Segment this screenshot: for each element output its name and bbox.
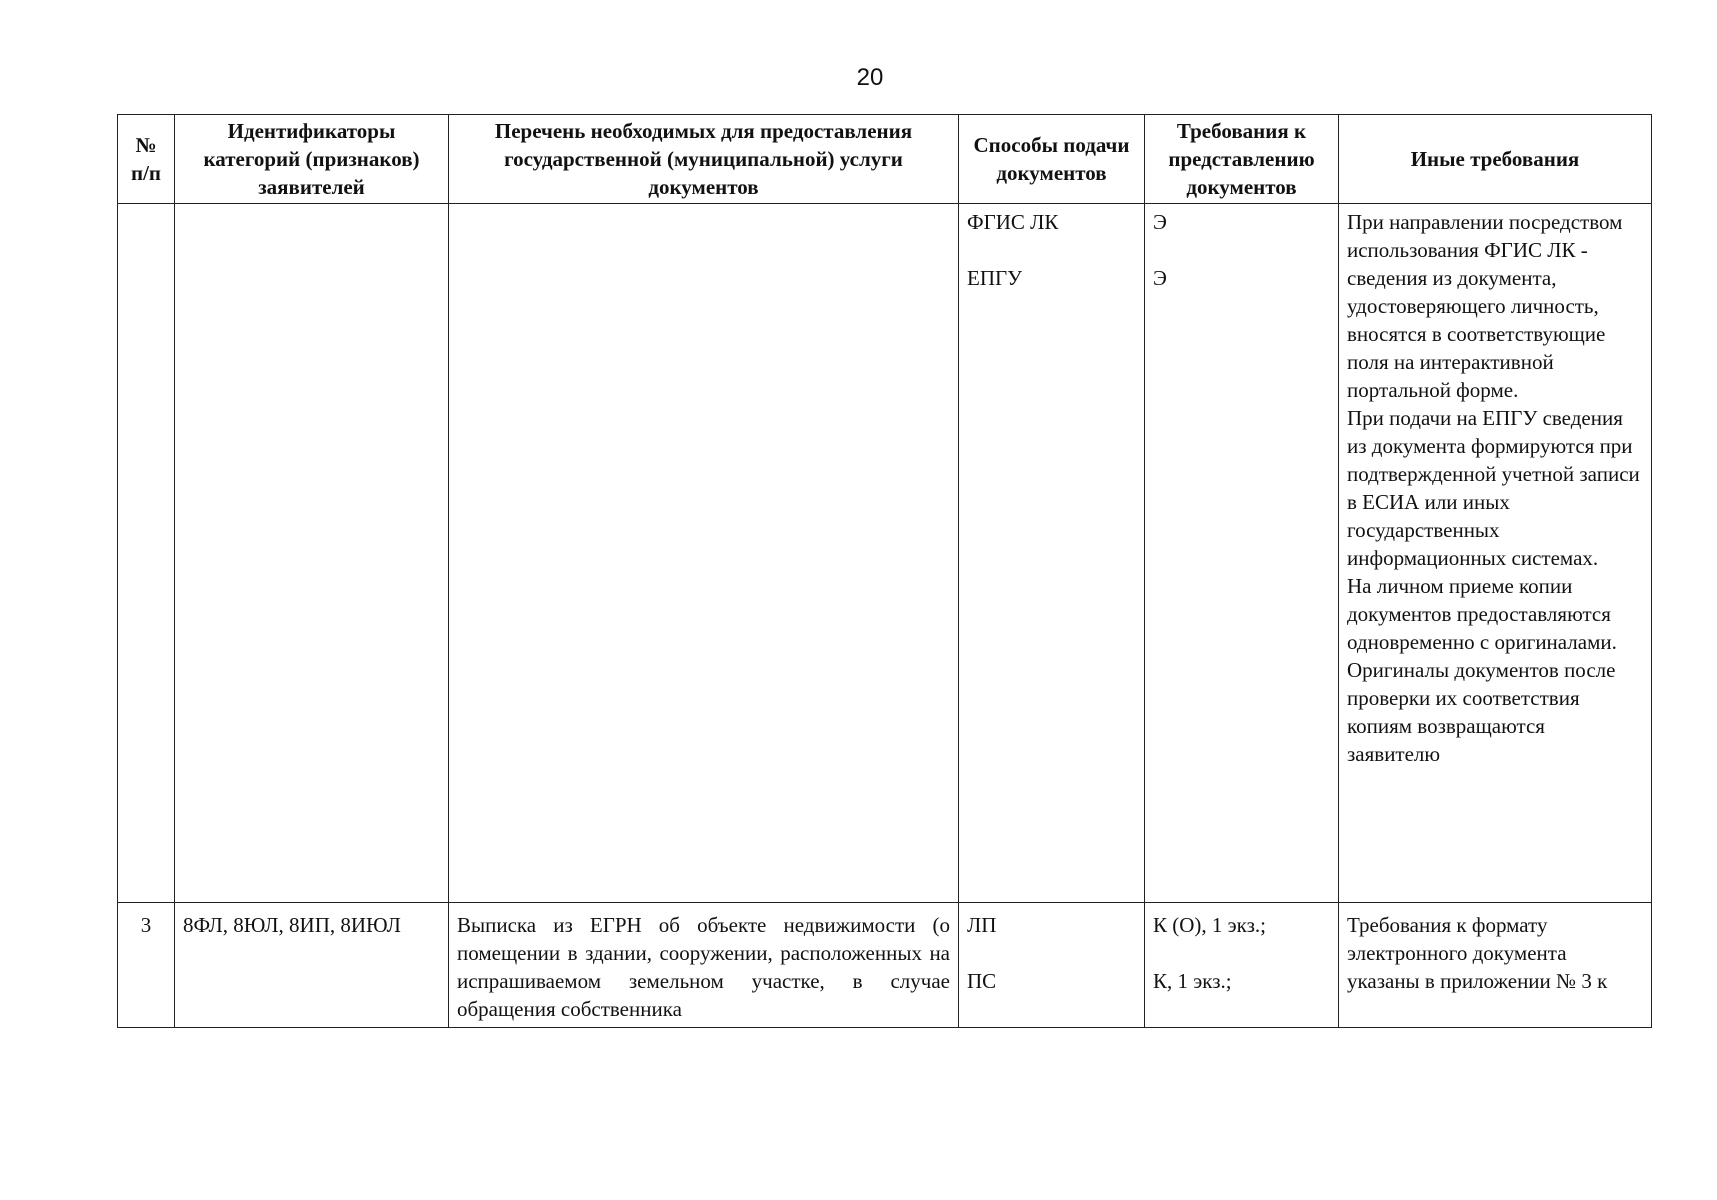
other-requirements-cell: Требования к формату электронного документа указаны в приложении № 3 к (1339, 903, 1652, 1028)
identifiers-cell (175, 204, 449, 903)
table-header-row (118, 115, 1652, 204)
requirements-cell (1145, 204, 1339, 903)
requirement-item: К, 1 экз.; (1153, 969, 1232, 993)
row-num-cell: 3 (118, 903, 175, 1028)
other-requirements-cell: При направлении посредством использования ФГИС ЛК - сведения из документа, удостоверяющего личность, вносятся в соответствующие поля на интерактивной портальной форме. При подачи на ЕПГУ сведения из документа формируются при подтвержденной учетной записи в ЕСИА или иных государственных информационных системах. На личном приеме копии документов предоставляются одновременно с оригиналами. Оригиналы документов после проверки их соответствия копиям возвращаются заявителю (1339, 204, 1652, 903)
requirements-table (117, 114, 1652, 1028)
method-item: ЕПГУ (967, 266, 1023, 290)
header-documents-list: Перечень необходимых для предоставления государственной (муниципальной) услуги документов (449, 115, 959, 204)
header-other: Иные требования (1339, 115, 1652, 204)
method-item: ФГИС ЛК (967, 210, 1059, 234)
methods-cell (959, 903, 1145, 1028)
document-cell: Выписка из ЕГРН об объекте недвижимости (о помещении в здании, сооружении, расположенных на испрашиваемом земельном участке, в случае обращения собственника (449, 903, 959, 1028)
table-row (118, 204, 1652, 903)
requirement-item: Э (1153, 210, 1167, 234)
page-number: 20 (856, 64, 884, 91)
requirement-item: К (О), 1 экз.; (1153, 913, 1266, 937)
header-requirements: Требования к представлению документов (1145, 115, 1339, 204)
row-num-cell (118, 204, 175, 903)
header-num: № п/п (118, 115, 175, 204)
requirements-cell (1145, 903, 1339, 1028)
method-item: ПС (967, 969, 997, 993)
identifiers-cell: 8ФЛ, 8ЮЛ, 8ИП, 8ИЮЛ (175, 903, 449, 1028)
method-item: ЛП (967, 913, 997, 937)
document-cell (449, 204, 959, 903)
methods-cell (959, 204, 1145, 903)
table-row (118, 903, 1652, 1028)
requirement-item: Э (1153, 266, 1167, 290)
header-identifiers: Идентификаторы категорий (признаков) заявителей (175, 115, 449, 204)
header-methods: Способы подачи документов (959, 115, 1145, 204)
